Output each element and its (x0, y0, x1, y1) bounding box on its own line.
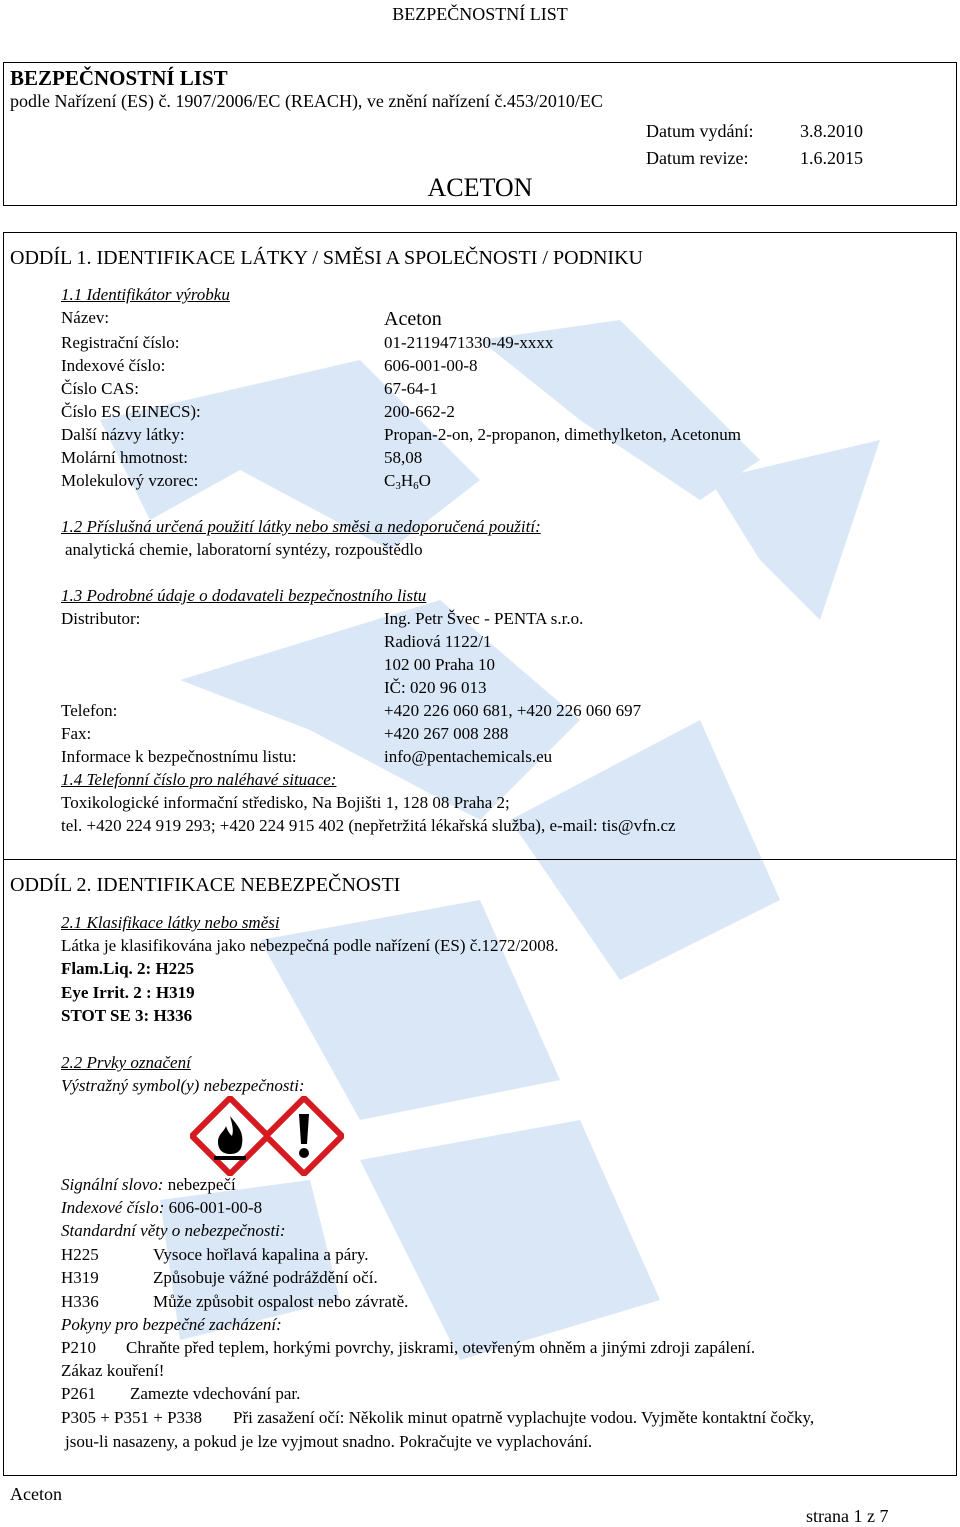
footer-product: Aceton (10, 1484, 62, 1504)
p-code: P210 (61, 1338, 96, 1357)
h-text: Může způsobit ospalost nebo závratě. (153, 1292, 409, 1311)
row-value: Propan-2-on, 2-propanon, dimethylketon, Acetonum (384, 425, 741, 444)
p-code: P305 + P351 + P338 (61, 1408, 203, 1427)
hazard-class: STOT SE 3: H336 (61, 1006, 193, 1025)
pictogram-label: Výstražný symbol(y) nebezpečnosti: (61, 1076, 305, 1095)
index-number: Indexové číslo: 606-001-00-8 (61, 1198, 263, 1217)
row-label: Molekulový vzorec: (61, 471, 199, 490)
distributor-line: Radiová 1122/1 (384, 632, 492, 651)
row-label: Registrační číslo: (61, 333, 180, 352)
h-code: H319 (61, 1268, 99, 1287)
h-text: Způsobuje vážné podráždění očí. (153, 1268, 378, 1287)
doc-title: BEZPEČNOSTNÍ LIST (10, 66, 228, 90)
row-value: 606-001-00-8 (384, 356, 478, 375)
doc-subtitle: podle Nařízení (ES) č. 1907/2006/EC (REACH), ve znění nařízení č.453/2010/EC (10, 91, 603, 111)
info-label: Informace k bezpečnostnímu listu: (61, 747, 297, 766)
hazard-class: Eye Irrit. 2 : H319 (61, 983, 195, 1002)
subsection-2-1: 2.1 Klasifikace látky nebo směsi (61, 913, 280, 932)
subsection-1-3: 1.3 Podrobné údaje o dodavateli bezpečnostního listu (61, 586, 427, 605)
row-label: Molární hmotnost: (61, 448, 189, 467)
subsection-1-1: 1.1 Identifikátor výrobku (61, 285, 230, 304)
row-value: 67-64-1 (384, 379, 438, 398)
h-code: H336 (61, 1292, 99, 1311)
section1-heading: ODDÍL 1. IDENTIFIKACE LÁTKY / SMĚSI A SPOLEČNOSTI / PODNIKU (10, 247, 643, 269)
section2-heading: ODDÍL 2. IDENTIFIKACE NEBEZPEČNOSTI (10, 874, 401, 896)
p-statements-label: Pokyny pro bezpečné zacházení: (61, 1315, 282, 1334)
issue-date-label: Datum vydání: (646, 121, 754, 141)
row-label: Indexové číslo: (61, 356, 166, 375)
flame-icon (190, 1096, 270, 1176)
phone-label: Telefon: (61, 701, 118, 720)
row-label: Číslo CAS: (61, 379, 139, 398)
subsection-2-2: 2.2 Prvky označení (61, 1053, 191, 1072)
distributor-line: 102 00 Praha 10 (384, 655, 495, 674)
uses-text: analytická chemie, laboratorní syntézy, rozpouštědlo (65, 540, 423, 559)
molecular-formula: $C_3H_6O$ (384, 471, 431, 492)
fax-value: +420 267 008 288 (384, 724, 509, 743)
p-text: Při zasažení očí: Několik minut opatrně vyplachujte vodou. Vyjměte kontaktní čočky, (233, 1408, 815, 1427)
distributor-line: IČ: 020 96 013 (384, 678, 487, 697)
p-text: Zamezte vdechování par. (130, 1384, 301, 1403)
row-value: 01-2119471330-49-xxxx (384, 333, 554, 352)
phone-value: +420 226 060 681, +420 226 060 697 (384, 701, 642, 720)
exclamation-icon (264, 1096, 344, 1176)
running-header: BEZPEČNOSTNÍ LIST (392, 4, 568, 24)
distributor-label: Distributor: (61, 609, 141, 628)
h-code: H225 (61, 1245, 99, 1264)
classification-text: Látka je klasifikována jako nebezpečná podle nařízení (ES) č.1272/2008. (61, 936, 559, 955)
signal-word: Signální slovo: nebezpečí (61, 1175, 236, 1194)
row-label: Číslo ES (EINECS): (61, 402, 201, 421)
issue-date-value: 3.8.2010 (800, 121, 863, 141)
emergency-line-1: Toxikologické informační středisko, Na Bojišti 1, 128 08 Praha 2; (61, 793, 510, 812)
fax-label: Fax: (61, 724, 92, 743)
p-text-cont: jsou-li nasazeny, a pokud je lze vyjmout snadno. Pokračujte ve vyplachování. (65, 1432, 593, 1451)
subsection-1-4: 1.4 Telefonní číslo pro naléhavé situace: (61, 770, 337, 789)
product-name: ACETON (427, 173, 533, 202)
p-code: P261 (61, 1384, 96, 1403)
hazard-class: Flam.Liq. 2: H225 (61, 959, 195, 978)
row-value: 200-662-2 (384, 402, 455, 421)
row-value: Aceton (384, 308, 442, 330)
revision-date-value: 1.6.2015 (800, 148, 863, 168)
info-email[interactable]: info@pentachemicals.eu (384, 747, 553, 766)
subsection-1-2: 1.2 Příslušná určená použití látky nebo směsi a nedoporučená použití: (61, 517, 541, 536)
page-number: strana 1 z 7 (806, 1506, 889, 1526)
row-label: Další názvy látky: (61, 425, 185, 444)
row-label: Název: (61, 308, 110, 327)
h-text: Vysoce hořlavá kapalina a páry. (153, 1245, 369, 1264)
emergency-line-2: tel. +420 224 919 293; +420 224 915 402 (nepřetržitá lékařská služba), e-mail: tis@vfn.cz (61, 816, 676, 835)
revision-date-label: Datum revize: (646, 148, 749, 168)
p-text-cont: Zákaz kouření! (61, 1361, 165, 1380)
distributor-line: Ing. Petr Švec - PENTA s.r.o. (384, 609, 584, 628)
row-value: 58,08 (384, 448, 423, 467)
p-text: Chraňte před teplem, horkými povrchy, jiskrami, otevřeným ohněm a jinými zdroji zapálení. (126, 1338, 756, 1357)
h-statements-label: Standardní věty o nebezpečnosti: (61, 1221, 286, 1240)
